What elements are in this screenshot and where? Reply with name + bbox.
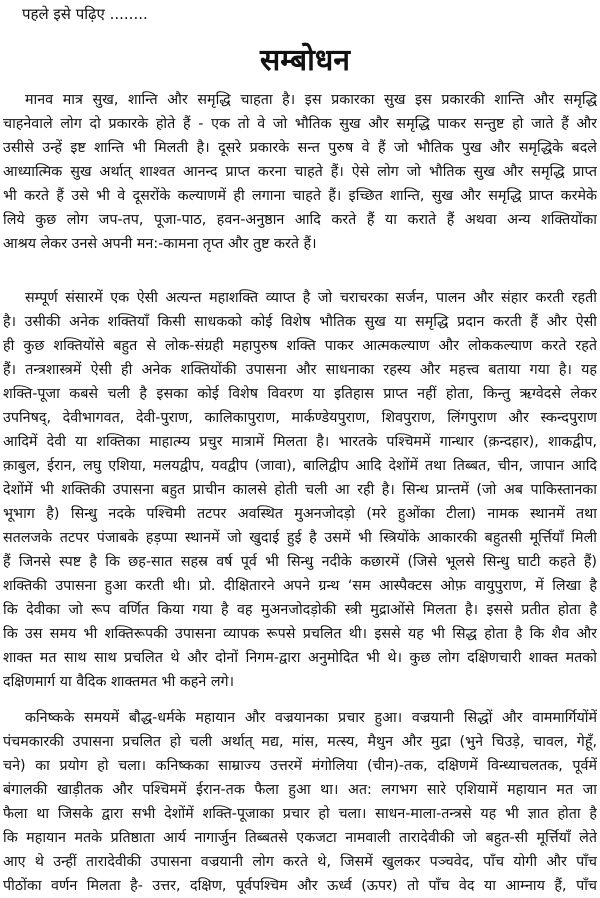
text-line: दक्षिणमार्ग या वैदिक शाक्तमत भी कहने लगे। <box>3 674 235 690</box>
text-line: शक्तिकी उपासना हुआ करती थी। प्रो. दीक्षितारने अपने ग्रन्थ ‘सम आस्पैक्टस ओफ़ वायुपुराण, में लिखा है <box>3 578 597 594</box>
text-line: देशोंमें भी शक्तिकी उपासना बहुत प्राचीन कालसे होती चली आ रही है। सिन्ध प्रान्तमें (जो अब पाकिस्तानका <box>3 482 597 498</box>
text-line: चाहनेवाले लोग दो प्रकारके होते हैं - एक तो वे जो भौतिक सुख और समृद्धि पाकर सन्तुष्ट हो जाते हैं और <box>3 116 597 132</box>
text-line: कि देवीका जो रूप वर्णित किया गया है वह मुअनजोदड़ोकी स्त्री मुद्राओंसे मिलता है। इससे प्रतीत होता है <box>3 602 597 618</box>
text-line: है। उसीकी अनेक शक्तियाँ किसी साधकको कोई विशेष भौतिक सुख या समृद्धि प्रदान करती हैं और ऐसी <box>3 314 597 330</box>
text-line: ही कुछ शक्तियोंसे बहुत से लोक-संग्रही महापुरुष शक्ति पाकर आत्मकल्याण और लोककल्याण करते रहते <box>3 338 597 354</box>
text-line: फैला था जिसके द्वारा सभी देशोंमें शक्ति-पूजाका प्रचार हो चला। साधन-माला-तन्त्रसे यह भी ज्ञात होता है <box>3 806 597 822</box>
text-line: कि महायान मतके प्रतिष्ठाता आर्य नागार्जुन तिब्बतसे एकजटा नामवाली तारादेवीकी जो बहुत-सी मूर्त्तियाँ लेते <box>3 830 597 846</box>
text-line: लिये कुछ लोग जप-तप, पूजा-पाठ, हवन-अनुष्ठान आदि करते हैं या कराते हैं अथवा अन्य शक्तियोंका <box>3 212 597 228</box>
text-line: क़ाबुल, ईरान, लघु एशिया, मलयद्वीप, यवद्वीप (जावा), बालिद्वीप आदि देशोंमें तथा तिब्बत, चीन, जापान आदि <box>3 458 597 474</box>
text-line: आश्रय लेकर उनसे अपनी मन:-कामना तृप्त और तुष्ट करते हैं। <box>3 236 317 252</box>
page-title: सम्बोधन <box>259 43 351 78</box>
text-line: पीठोंका वर्णन मिलता है- उत्तर, दक्षिण, पूर्वपश्चिम और ऊर्ध्व (ऊपर) तो पाँच वेद या आम्नाय हैं, पाँच <box>3 878 597 894</box>
text-line: हैं जिनसे स्पष्ट है कि छह-सात सहस्र वर्ष पूर्व भी सिन्धु नदीके कछारमें (जिसे भूलसे सिन्धु घाटी कहते हैं) <box>3 554 597 570</box>
paragraph <box>3 88 597 256</box>
text-line: कि उस समय भी शक्तिरूपकी उपासना व्यापक रूपसे प्रचलित थी। इससे यह भी सिद्ध होता है कि शैव और <box>3 626 597 642</box>
text-line: कनिष्कके समयमें बौद्ध-धर्मके महायान और वज्रयानका प्रचार हुआ। वज्रयानी सिद्धों और वाममार्गियोंमें <box>25 710 597 726</box>
text-line: उसीसे उन्हें इष्ट शान्ति भी मिलती है। दूसरे प्रकारके सन्त पुरुष वे हैं जो भौतिक पुख और समृद्धिके बदले <box>3 140 597 156</box>
text-line: आदिमें देवी या शक्तिका माहात्म्य प्रचुर मात्रामें मिलता है। भारतके पश्चिममें गान्धार (क़न्दहार), शाकद्वीप, <box>3 434 597 450</box>
text-line: भूभाग है) सिन्धु नदके पश्चिमी तटपर अवस्थित मुअनजोदड़ो (मरे हुओंका टीला) नामक स्थानमें तथा <box>3 506 597 522</box>
text-line: आए थे उन्हीं तारादेवीकी उपासना वज्रयानी लोग करते थे, जिसमें खुलकर पञ्चवेद, पाँच योगी और पाँच <box>3 854 597 870</box>
paragraph <box>3 706 597 898</box>
preface-heading: पहले इसे पढ़िए ........ <box>22 5 148 23</box>
text-line: मानव मात्र सुख, शान्ति और समृद्धि चाहता है। इस प्रकारका सुख इस प्रकारकी शान्ति और समृद्धि <box>25 92 597 108</box>
paragraph <box>3 286 597 694</box>
text-line: शाक्त मत साथ साथ प्रचलित थे और दोनों निगम-द्वारा अनुमोदित भी थे। कुछ लोग दक्षिणचारी शाक्त मतको <box>3 650 597 666</box>
text-line: शक्ति-पूजा कबसे चली है इसका कोई विशेष विवरण या इतिहास प्राप्त नहीं होता, किन्तु ऋग्वेदसे लेकर <box>3 386 597 402</box>
text-line: चने) का प्रयोग हो चला। कनिष्कका साम्राज्य उत्तरमें मंगोलिया (चीन)-तक, दक्षिणमें विन्ध्याचलतक, पूर्वमें <box>3 758 597 774</box>
text-line: सतलजके तटपर पंजाबके हड़प्पा स्थानमें जो खुदाई हुई है उसमें भी स्त्रियोंके आकारकी बहुतसी मूर्त्तियाँ मिली <box>3 530 597 546</box>
text-line: बंगालकी खाड़ीतक और पश्चिममें ईरान-तक फैला हुआ था। अत: लगभग सारे एशियामें महायान मत जा <box>3 782 597 798</box>
text-line: पंचमकारकी उपासना प्रचलित हो चली अर्थात् मद्य, मांस, मत्स्य, मैथुन और मुद्रा (भुने चिउड़े, चावल, गेहूँ, <box>3 734 597 750</box>
text-line: आध्यात्मिक सुख अर्थात् शाश्वत आनन्द प्राप्त करना चाहते हैं। ऐसे लोग जो भौतिक सुख और समृद्धि प्राप्त <box>3 164 597 180</box>
text-line: भी करते हैं उसे भी वे दूसरोंके कल्याणमें ही लगाना चाहते हैं। इच्छित शान्ति, सुख और समृद्धि प्राप्त करमेके <box>3 188 597 204</box>
text-line: उपनिषद्, देवीभागवत, देवी-पुराण, कालिकापुराण, मार्कण्डेयपुराण, शिवपुराण, लिंगपुराण और स्कन्दपुराण <box>3 410 597 426</box>
text-line: हैं। तन्त्रशास्त्रमें ऐसी ही अनेक शक्तियोंकी उपासना और साधनाका रहस्य और महत्त्व बताया गया है। यह <box>3 362 597 378</box>
text-line: सम्पूर्ण संसारमें एक ऐसी अत्यन्त महाशक्ति व्याप्त है जो चराचरका सर्जन, पालन और संहार करती रहती <box>25 290 597 306</box>
